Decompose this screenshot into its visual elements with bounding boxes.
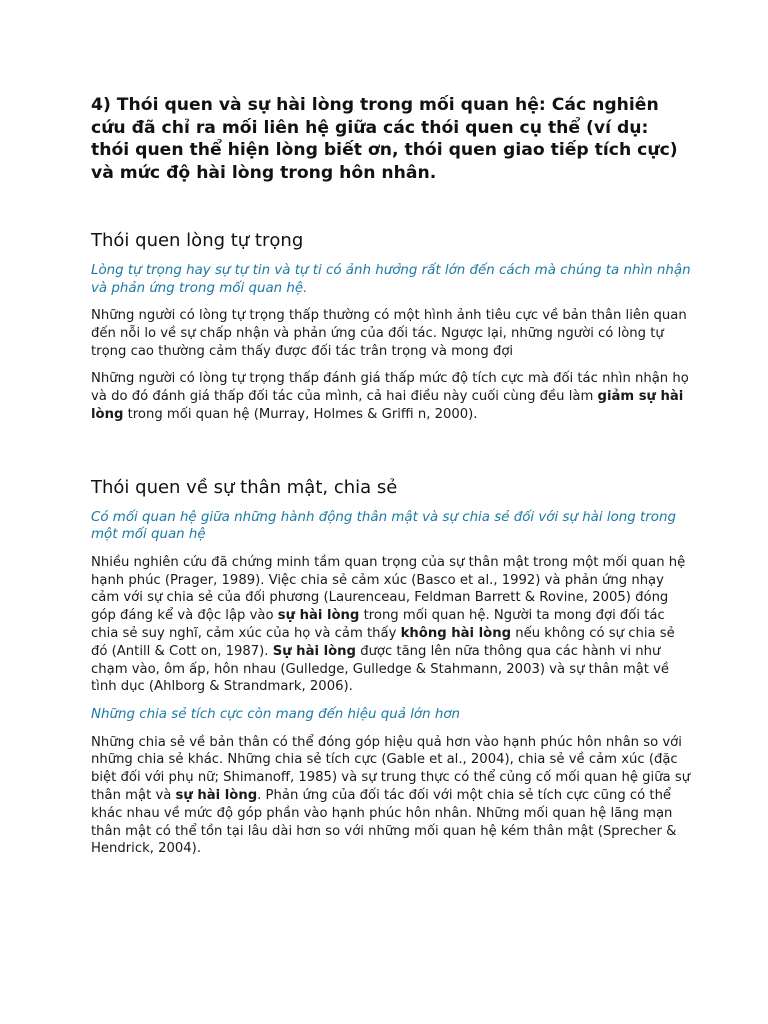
text-run: Những người có lòng tự trọng thấp đánh giá thấp mức độ tích cực mà đối tác nhìn nhận họ và do đó đánh giá thấp đối tác của mình, cả hai điều này cuối cùng đều làm	[91, 371, 689, 405]
paragraph-self-esteem-2	[91, 370, 691, 423]
text-run: nếu không có sự chia sẻ đó (Antill & Cott on, 1987).	[91, 625, 675, 659]
paragraph-intimacy-1	[91, 554, 691, 696]
bold-text: giảm sự hài lòng	[91, 389, 684, 422]
section-heading-intimacy: Thói quen về sự thân mật, chia sẻ	[91, 476, 398, 498]
section-intro-intimacy: Có mối quan hệ giữa những hành động thân mật và sự chia sẻ đối với sự hài long trong một mối quan hệ	[91, 509, 676, 543]
bold-text: không hài lòng	[400, 625, 512, 641]
section-heading-self-esteem: Thói quen lòng tự trọng	[91, 230, 304, 251]
paragraph-positive-sharing	[91, 734, 691, 859]
bold-text: sự hài lòng	[277, 608, 360, 624]
section-intro-self-esteem: Lòng tự trọng hay sự tự tin và tự ti có ảnh hưởng rất lớn đến cách mà chúng ta nhìn nhận và phản ứng trong mối quan hệ.	[91, 263, 691, 296]
text-run: trong mối quan hệ (Murray, Holmes & Griffi n, 2000).	[123, 406, 478, 422]
bold-text: Sự hài lòng	[272, 643, 356, 659]
text-run: trong mối quan hệ. Người ta mong đợi đối tác chia sẻ suy nghĩ, cảm xúc của họ và cảm thấy	[91, 608, 665, 641]
document-page	[91, 94, 691, 858]
subheading-positive-sharing: Những chia sẻ tích cực còn mang đến hiệu quả lớn hơn	[91, 707, 461, 723]
bold-text: sự hài lòng	[175, 788, 258, 804]
text-run: Những chia sẻ về bản thân có thể đóng góp hiệu quả hơn vào hạnh phúc hôn nhân so với những chia sẻ khác. Những chia sẻ tích cực (Gable et al., 2004), chia sẻ về cảm xúc (đặc biệt đối với phụ nữ; Shimanoff, 1985) và sự trung thực có thể củng cố mối quan hệ giữa sự thân mật và	[91, 734, 691, 804]
text-run: . Phản ứng của đối tác đối với một chia sẻ tích cực cũng có thể khác nhau về mức độ góp phần vào hạnh phúc hôn nhân. Những mối quan hệ lãng mạn thân mật có thể tồn tại lâu dài hơn so với những mối quan hệ kém thân mật (Sprecher & Hendrick, 2004).	[91, 788, 677, 857]
paragraph-self-esteem-1: Những người có lòng tự trọng thấp thường có một hình ảnh tiêu cực về bản thân liên quan đến nỗi lo về sự chấp nhận và phản ứng của đối tác. Ngược lại, những người có lòng tự trọng cao thường cảm thấy được đối tác trân trọng và mong đợi	[91, 308, 687, 359]
text-run: được tăng lên nữa thông qua các hành vi như chạm vào, ôm ấp, hôn nhau (Gulledge, Gulledge & Stahmann, 2003) và sự thân mật về tình dục (Ahlborg & Strandmark, 2006).	[91, 643, 670, 695]
main-heading: 4) Thói quen và sự hài lòng trong mối quan hệ: Các nghiên cứu đã chỉ ra mối liên hệ giữa các thói quen cụ thể (ví dụ: thói quen thể hiện lòng biết ơn, thói quen giao tiếp tích cực) và mức độ hài lòng trong hôn nhân.	[91, 95, 678, 183]
text-run: Nhiều nghiên cứu đã chứng minh tầm quan trọng của sự thân mật trong một mối quan hệ hạnh phúc (Prager, 1989). Việc chia sẻ cảm xúc (Basco et al., 1992) và phản ứng nhạy cảm với sự chia sẻ của đối phương (Laurenceau, Feldman Barrett & Rovine, 2005) đóng góp đáng kể và độc lập vào	[91, 554, 686, 624]
